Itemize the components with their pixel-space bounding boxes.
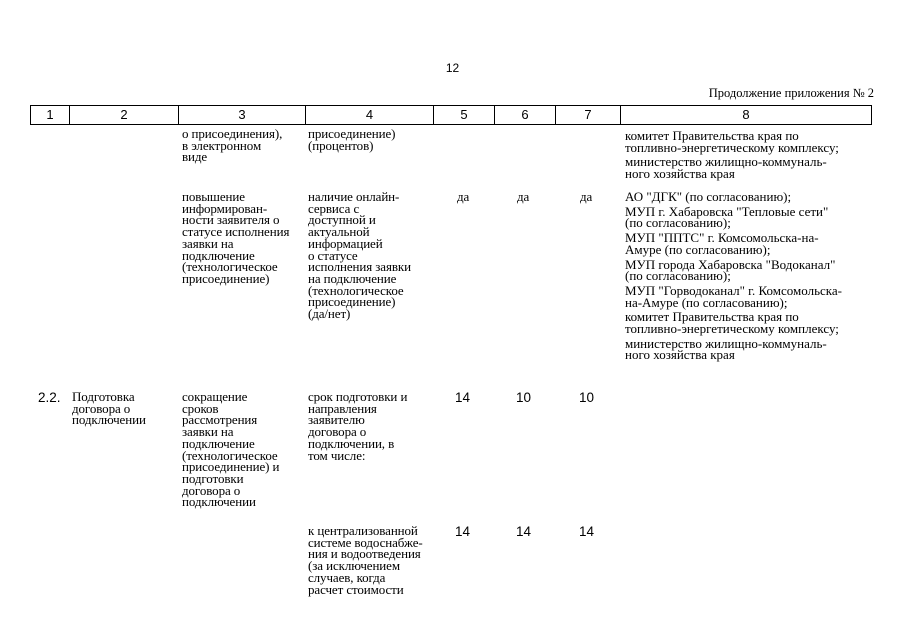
text-line: присоединение) [308,126,396,141]
responsible-entry [625,282,842,310]
text-line: наличие онлайн- [308,189,400,204]
block4-col4 [308,525,423,595]
text-line: статусе исполнения [182,224,290,240]
responsible-entry [625,191,842,203]
text-line: том числе: [308,447,366,463]
responsible-entry [625,256,842,284]
block1-col4 [308,128,395,151]
text-line: сроков [182,400,219,416]
responsible-entry [625,309,842,337]
row-number: 2.2. [38,390,61,405]
text-line: топливно-энергетическому комплексу; [625,139,839,155]
text-line: (технологическое [182,447,278,463]
text-line: сервиса с [308,200,360,216]
text-line: системе водоснабже- [308,534,423,550]
text-line: актуальной [308,224,370,240]
text-line: о присоединения), [182,126,283,141]
text-line: (за исключением [308,558,400,574]
text-line: комитет Правительства края по [625,309,799,325]
text-line: (технологическое [308,282,404,298]
text-line: виде [182,149,208,165]
table-header-row [30,105,872,125]
header-col-7: 7 [556,106,621,124]
text-line: информирован- [182,200,268,216]
text-line: Амуре (по согласованию); [625,241,771,257]
text-line: присоединение) и [182,459,280,475]
text-line: заявителю [308,412,365,428]
text-line: (по согласованию); [625,215,731,231]
text-line: МУП г. Хабаровска "Тепловые сети" [625,203,829,219]
text-line: министерство жилищно-коммуналь- [625,335,827,351]
header-col-8: 8 [742,107,750,122]
text-line: расчет стоимости [308,581,404,597]
text-line: присоединение) [308,294,396,310]
block3-col2 [72,391,146,426]
text-line: в электронном [182,137,262,153]
text-line: договора о [308,424,367,440]
header-col-1: 1 [31,106,70,124]
text-line: договора о [182,482,241,498]
responsible-entry [625,203,842,231]
text-line: (по согласованию); [625,268,731,284]
text-line: Подготовка [72,389,135,404]
text-line: подключении [182,494,256,510]
header-col-3: 3 [179,106,306,124]
text-line: ного хозяйства края [625,166,735,182]
header-col-4: 4 [306,106,434,124]
text-line: информацией [308,235,383,251]
text-line: (да/нет) [308,306,351,322]
page-number: 12 [445,61,460,75]
text-line: о статусе [308,247,358,263]
block2-col5: да [457,189,470,204]
responsible-entry [625,335,842,363]
text-line: МУП "ППТС" г. Комсомольска-на- [625,230,819,246]
text-line: повышение [182,189,245,204]
text-line: МУП "Горводоканал" г. Комсомольска- [625,282,842,298]
text-line: направления [308,400,377,416]
block2-col4 [308,191,411,320]
text-line: срок подготовки и [308,389,408,404]
text-line: ния и водоотведения [308,546,421,562]
text-line: рассмотрения [182,412,258,428]
text-line: (технологическое [182,259,278,275]
text-line: заявки на [182,424,234,440]
text-line: присоединение) [182,270,270,286]
block4-col7: 14 [579,524,595,539]
text-line: сокращение [182,389,248,404]
block3-col3 [182,391,279,508]
text-line: случаев, когда [308,569,386,585]
block2-col6: да [517,189,530,204]
text-line: ности заявителя о [182,212,280,228]
text-line: на-Амуре (по согласованию); [625,294,788,310]
text-line: АО "ДГК" (по согласованию); [625,189,792,204]
block3-col5: 14 [455,390,471,405]
text-line: ного хозяйства края [625,347,735,363]
text-line: к централизованной [308,523,418,538]
text-line: комитет Правительства края по [625,128,799,143]
text-line: МУП города Хабаровска "Водоканал" [625,256,836,272]
block3-col6: 10 [516,390,532,405]
responsible-entry [625,130,839,153]
text-line: заявки на [182,235,234,251]
text-line: на подключение [308,270,397,286]
block4-col6: 14 [516,524,532,539]
text-line: подключении, в [308,435,395,451]
text-line: подключении [72,412,146,428]
text-line: договора о [72,400,131,416]
continuation-note: Продолжение приложения № 2 [708,86,874,100]
block2-col8 [625,191,842,364]
responsible-entry [625,154,839,182]
block3-col7: 10 [579,390,595,405]
header-col-6: 6 [495,106,556,124]
text-line: топливно-энергетическому комплексу; [625,321,839,337]
block1-col8 [625,130,839,183]
text-line: министерство жилищно-коммуналь- [625,154,827,170]
text-line: подключение [182,435,255,451]
block1-col3 [182,128,282,163]
text-line: доступной и [308,212,376,228]
text-line: исполнения заявки [308,259,411,275]
header-col-2: 2 [70,106,179,124]
block4-col5: 14 [455,524,471,539]
text-line: подключение [182,247,255,263]
responsible-entry [625,232,842,255]
block3-col4 [308,391,407,461]
text-line: (процентов) [308,137,374,153]
block2-col3 [182,191,289,285]
header-col-5: 5 [434,106,495,124]
block2-col7: да [580,189,593,204]
text-line: подготовки [182,470,244,486]
